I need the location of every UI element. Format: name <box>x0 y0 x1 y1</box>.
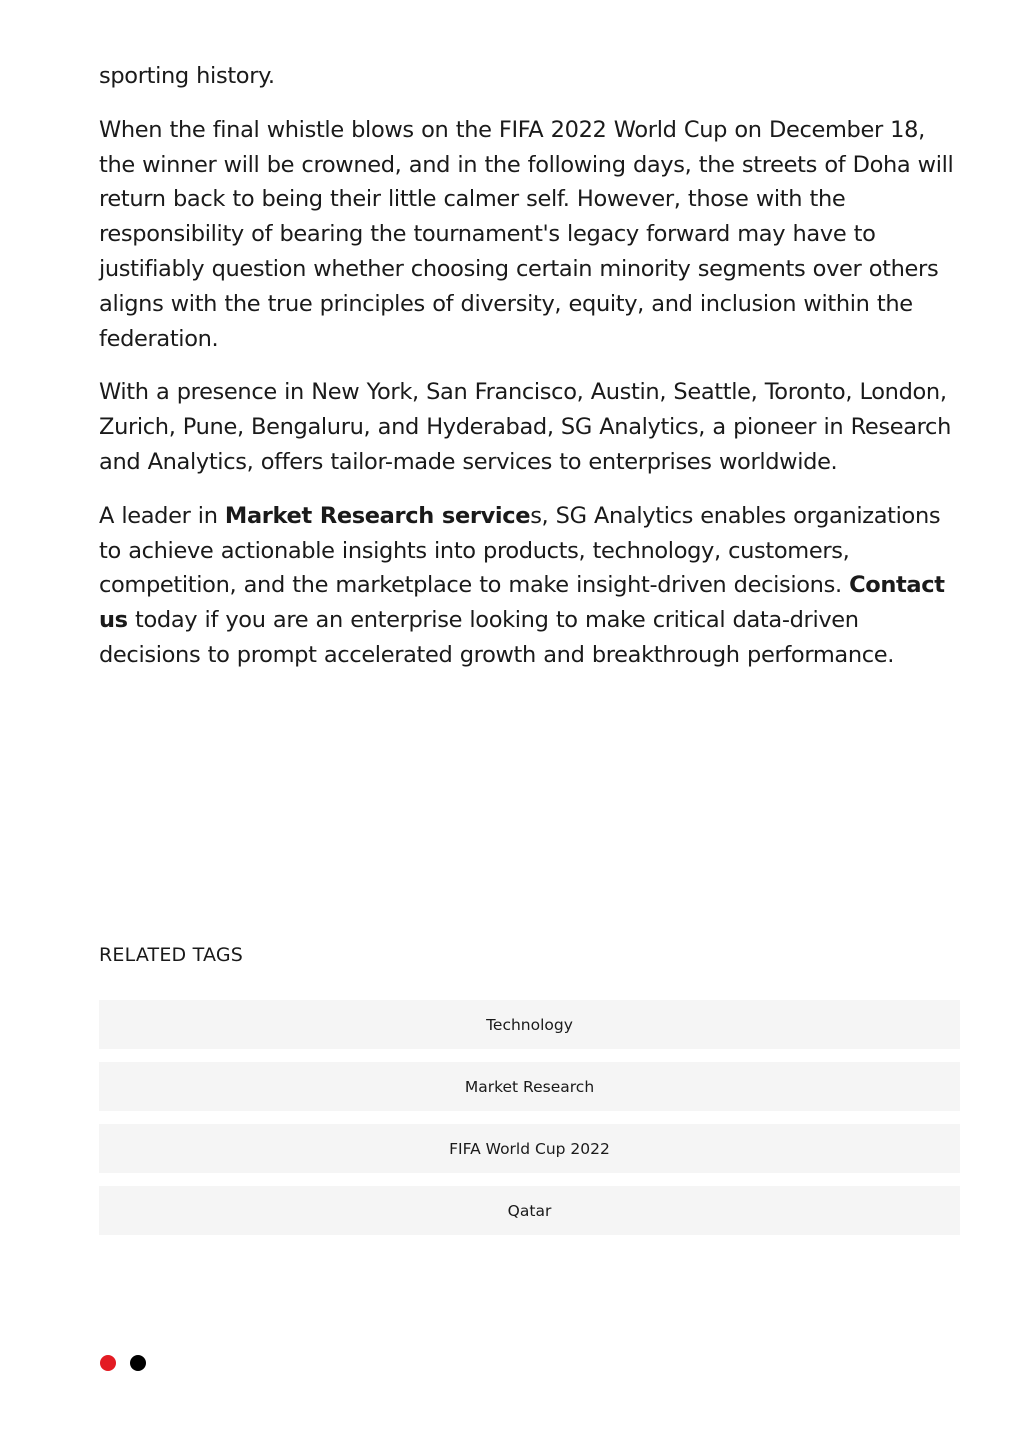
brand-dots <box>100 1355 146 1371</box>
paragraph-text: A leader in <box>99 502 225 529</box>
paragraph-text: s, SG Analytics enables organizations to achieve actionable insights into products, technology, customers, competition, and the marketplace to make insight-driven decisions. <box>99 502 941 599</box>
paragraph-text: today if you are an enterprise looking to make critical data-driven decisions to prompt accelerated growth and breakthrough performance. <box>99 607 895 668</box>
market-research-link[interactable]: Market Research service <box>224 502 531 529</box>
tag-technology[interactable]: Technology <box>99 1000 960 1049</box>
red-dot-icon <box>100 1355 116 1371</box>
article-paragraph: When the final whistle blows on the FIFA 2022 World Cup on December 18, the winner will be crowned, and in the following days, the streets of Doha will return back to being their little calmer self. However, those with the responsibility of bearing the tournament's legacy forward may have to justifiably question whether choosing certain minority segments over others aligns with the true principles of diversity, equity, and inclusion within the federation. <box>99 116 954 352</box>
tag-qatar[interactable]: Qatar <box>99 1186 960 1235</box>
black-dot-icon <box>130 1355 146 1371</box>
article-paragraph: With a presence in New York, San Francisco, Austin, Seattle, Toronto, London, Zurich, Pune, Bengaluru, and Hyderabad, SG Analytics, a pioneer in Research and Analytics, offers tailor-made services to enterprises worldwide. <box>99 379 951 475</box>
related-tags-heading: RELATED TAGS <box>99 944 244 966</box>
article-paragraph: sporting history. <box>99 63 275 89</box>
contact-us-link[interactable]: Contact us <box>99 572 945 634</box>
tag-fifa-world-cup-2022[interactable]: FIFA World Cup 2022 <box>99 1124 960 1173</box>
article-body <box>99 59 964 692</box>
article-paragraph <box>99 499 964 673</box>
tag-market-research[interactable]: Market Research <box>99 1062 960 1111</box>
related-tags-list <box>99 1000 960 1248</box>
